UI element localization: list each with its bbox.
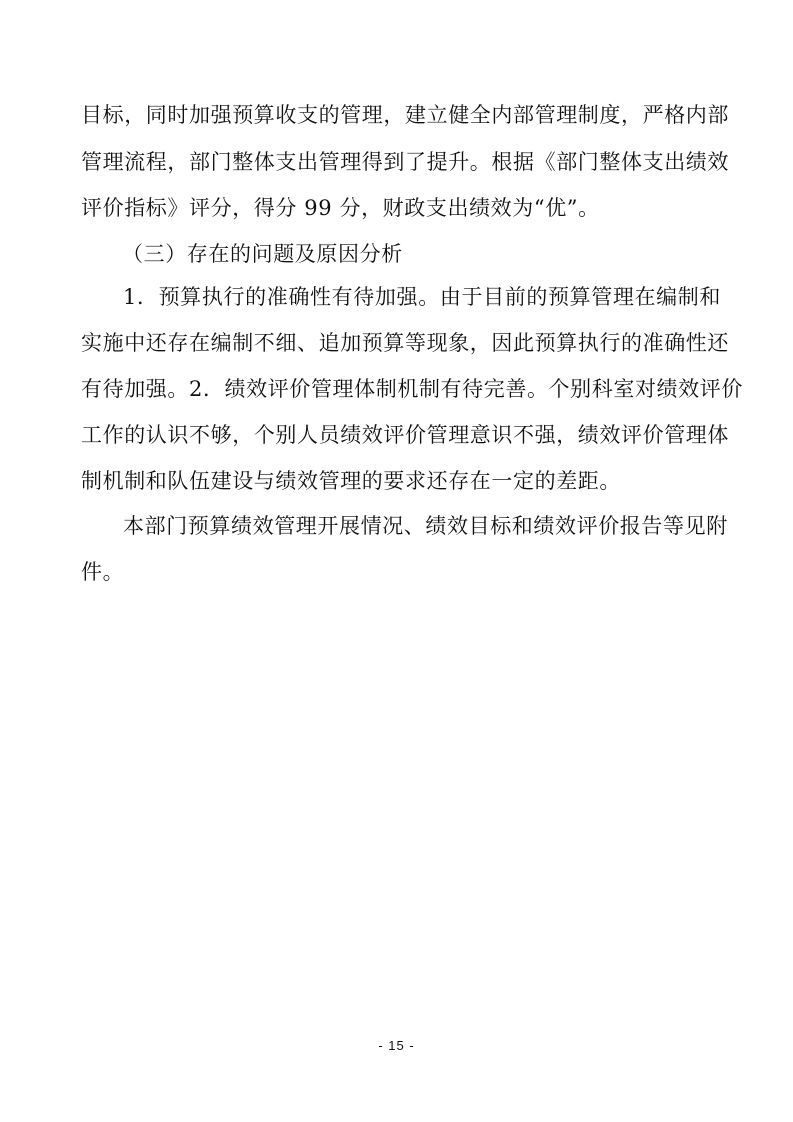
paragraph-line: 实施中还存在编制不细、追加预算等现象，因此预算执行的准确性还 — [81, 331, 729, 355]
page-number: - 15 - — [378, 1038, 415, 1053]
paragraph-line: 制机制和队伍建设与绩效管理的要求还存在一定的差距。 — [81, 469, 621, 493]
paragraph-line: 管理流程，部门整体支出管理得到了提升。根据《部门整体支出绩效 — [81, 150, 729, 174]
paragraph-line: 本部门预算绩效管理开展情况、绩效目标和绩效评价报告等见附 — [123, 514, 728, 538]
paragraph-line: 1．预算执行的准确性有待加强。由于目前的预算管理在编制和 — [123, 285, 721, 309]
paragraph-line: 件。 — [81, 560, 125, 584]
paragraph-line: 评价指标》评分，得分 99 分，财政支出绩效为“优”。 — [81, 196, 600, 220]
paragraph-line: 目标，同时加强预算收支的管理，建立健全内部管理制度，严格内部 — [81, 103, 729, 127]
paragraph-line: 工作的认识不够，个别人员绩效评价管理意识不强，绩效评价管理体 — [81, 423, 729, 447]
paragraph-line: 有待加强。2．绩效评价管理体制机制有待完善。个别科室对绩效评价 — [81, 377, 743, 401]
section-heading: （三）存在的问题及原因分析 — [122, 242, 403, 266]
